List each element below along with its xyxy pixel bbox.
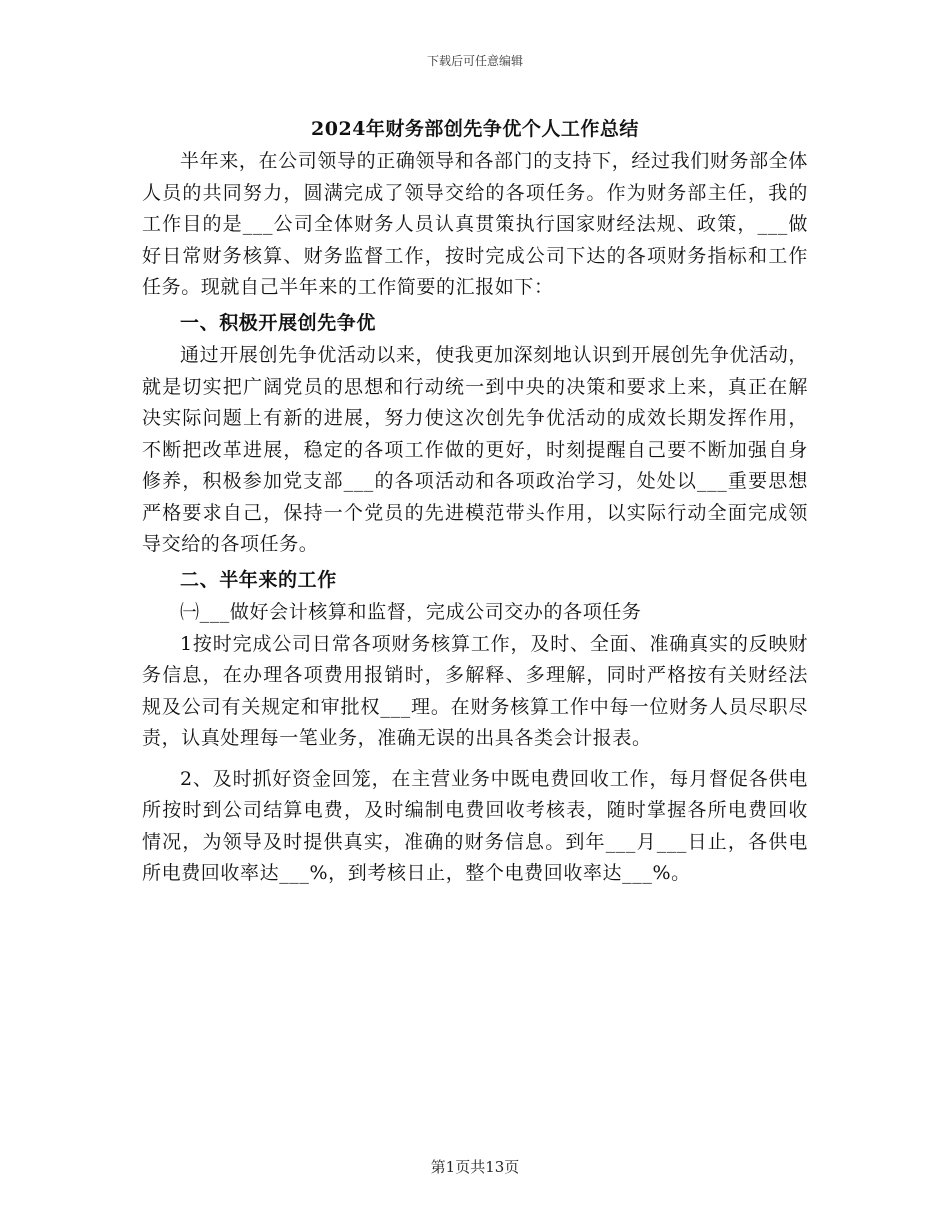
intro-paragraph: 半年来，在公司领导的正确领导和各部门的支持下，经过我们财务部全体人员的共同努力，圆满完成了领导交给的各项任务。作为财务部主任，我的工作目的是___公司全体财务人员认真贯策执行国家财经法规、政策，___做好日常财务核算、财务监督工作，按时完成公司下达的各项财务指标和工作任务。现就自己半年来的工作简要的汇报如下： [142,150,808,298]
item-1-paragraph: 1按时完成公司日常各项财务核算工作，及时、全面、准确真实的反映财务信息，在办理各项费用报销时，多解释、多理解，同时严格按有关财经法规及公司有关规定和审批权___理。在财务核算工作中每一位财务人员尽职尽责，认真处理每一笔业务，准确无误的出具各类会计报表。 [142,632,808,749]
header-note: 下载后可任意编辑 [426,54,523,68]
document-body [142,146,808,890]
section-heading-1: 一、积极开展创先争优 [180,311,377,334]
item-2-paragraph: 2、及时抓好资金回笼，在主营业务中既电费回收工作，每月督促各供电所按时到公司结算电费，及时编制电费回收考核表，随时掌握各所电费回收情况，为领导及时提供真实，准确的财务信息。到年___月___日止，各供电所电费回收率达___%，到考核日止，整个电费回收率达___%。 [142,767,808,884]
section-heading-2: 二、半年来的工作 [180,568,337,591]
section-1-paragraph: 通过开展创先争优活动以来，使我更加深刻地认识到开展创先争优活动，就是切实把广阔党员的思想和行动统一到中央的决策和要求上来，真正在解决实际问题上有新的进展，努力使这次创先争优活动的成效长期发挥作用，不断把改革进展，稳定的各项工作做的更好，时刻提醒自己要不断加强自身修养，积极参加党支部___的各项活动和各项政治学习，处处以___重要思想严格要求自己，保持一个党员的先进模范带头作用，以实际行动全面完成领导交给的各项任务。 [142,344,808,555]
document-title: 2024年财务部创先争优个人工作总结 [311,118,639,140]
subsection-heading: ㈠___做好会计核算和监督，完成公司交办的各项任务 [180,601,642,623]
page-footer: 第1页共13页 [430,1158,520,1176]
